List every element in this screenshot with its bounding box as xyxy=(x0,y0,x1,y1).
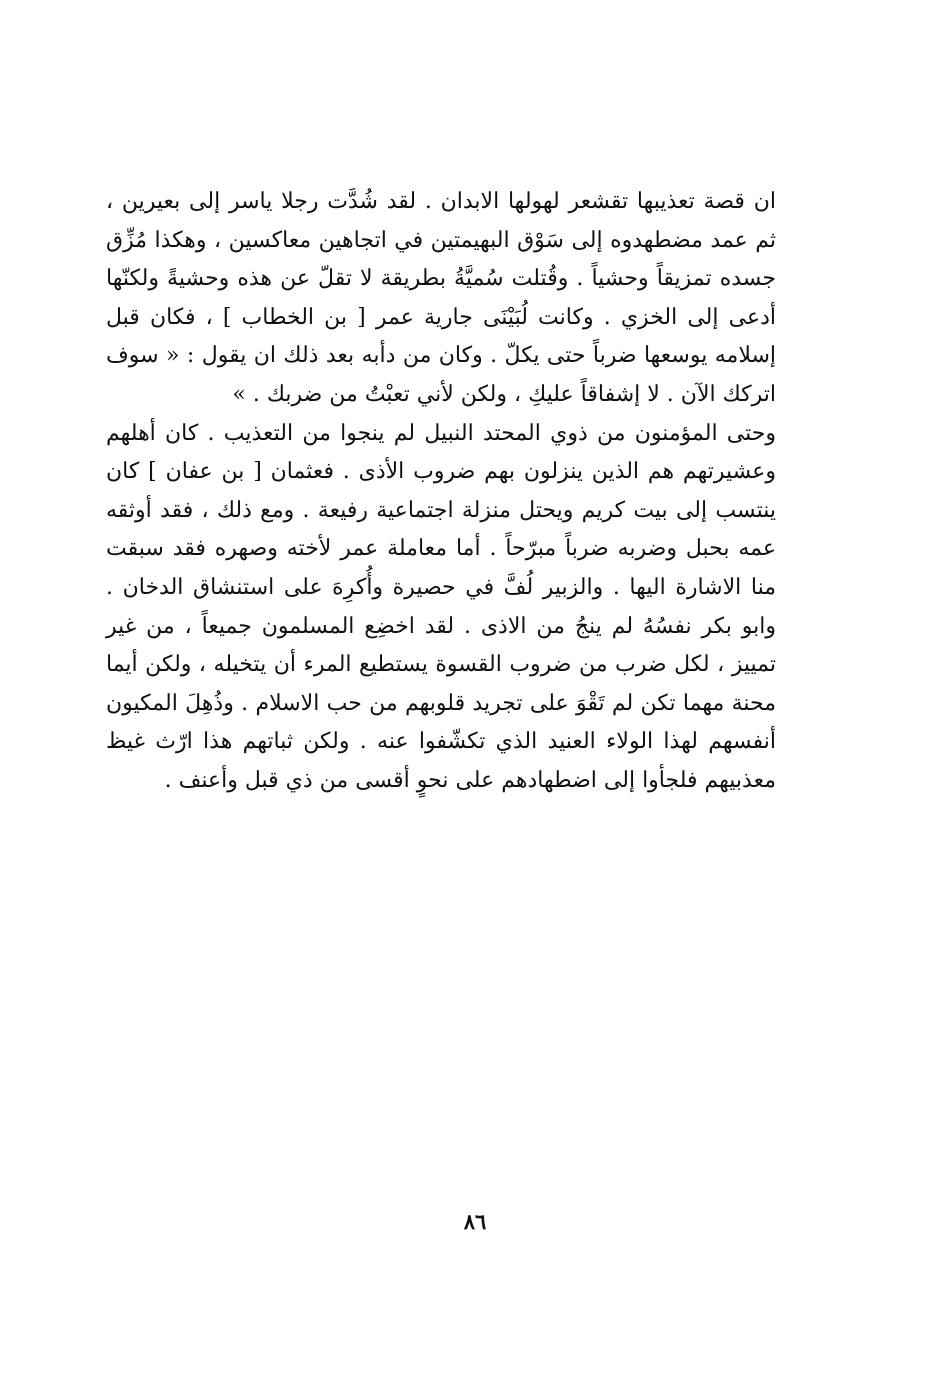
page-number: ٨٦ xyxy=(463,1209,487,1234)
paragraph-persecution-of-nobles: وحتى المؤمنون من ذوي المحتد النبيل لم ينجوا من التعذيب . كان أهلهم وعشيرتهم هم الذين ينزلون بهم ضروب الأذى . فعثمان [ بن عفان ] كان ينتسب إلى بيت كريم ويحتل منزلة اجتماعية رفيعة . ومع ذلك ، فقد أوثقه عمه بحبل وضربه ضرباً مبرّحاً . أما معاملة عمر لأخته وصهره فقد سبقت منا الاشارة اليها . والزبير لُفَّ في حصيرة وأُكرِهَ على استنشاق الدخان . وابو بكر نفسُهُ لم ينجُ من الاذى . لقد اخضِع المسلمون جميعاً ، من غير تمييز ، لكل ضرب من ضروب القسوة يستطيع المرء أن يتخيله ، ولكن أيما محنة مهما تكن لم تَقْوَ على تجريد قلوبهم من حب الاسلام . وذُهِلَ المكيون أنفسهم لهذا الولاء العنيد الذي تكشّفوا عنه . ولكن ثباتهم هذا ارّث غيظ معذبيهم فلجأوا إلى اضطهادهم على نحوٍ أقسى من ذي قبل وأعنف . xyxy=(106,420,776,793)
body-text xyxy=(106,183,776,801)
paragraph-torture-of-yasir-and-sumayya: ان قصة تعذيبها تقشعر لهولها الابدان . لقد شُدَّت رجلا ياسر إلى بعيرين ، ثم عمد مضطهدوه إلى سَوْق البهيمتين في اتجاهين معاكسين ، وهكذا مُزِّق جسده تمزيقاً وحشياً . وقُتلت سُميَّةُ بطريقة لا تقلّ عن هذه وحشيةً ولكنّها أدعى إلى الخزي . وكانت لُبَيْنَى جارية عمر [ بن الخطاب ] ، فكان قبل إسلامه يوسعها ضرباً حتى يكلّ . وكان من دأبه بعد ذلك ان يقول : « سوف اتركك الآن . لا إشفاقاً عليكِ ، ولكن لأني تعبْتُ من ضربك . » xyxy=(106,189,776,407)
